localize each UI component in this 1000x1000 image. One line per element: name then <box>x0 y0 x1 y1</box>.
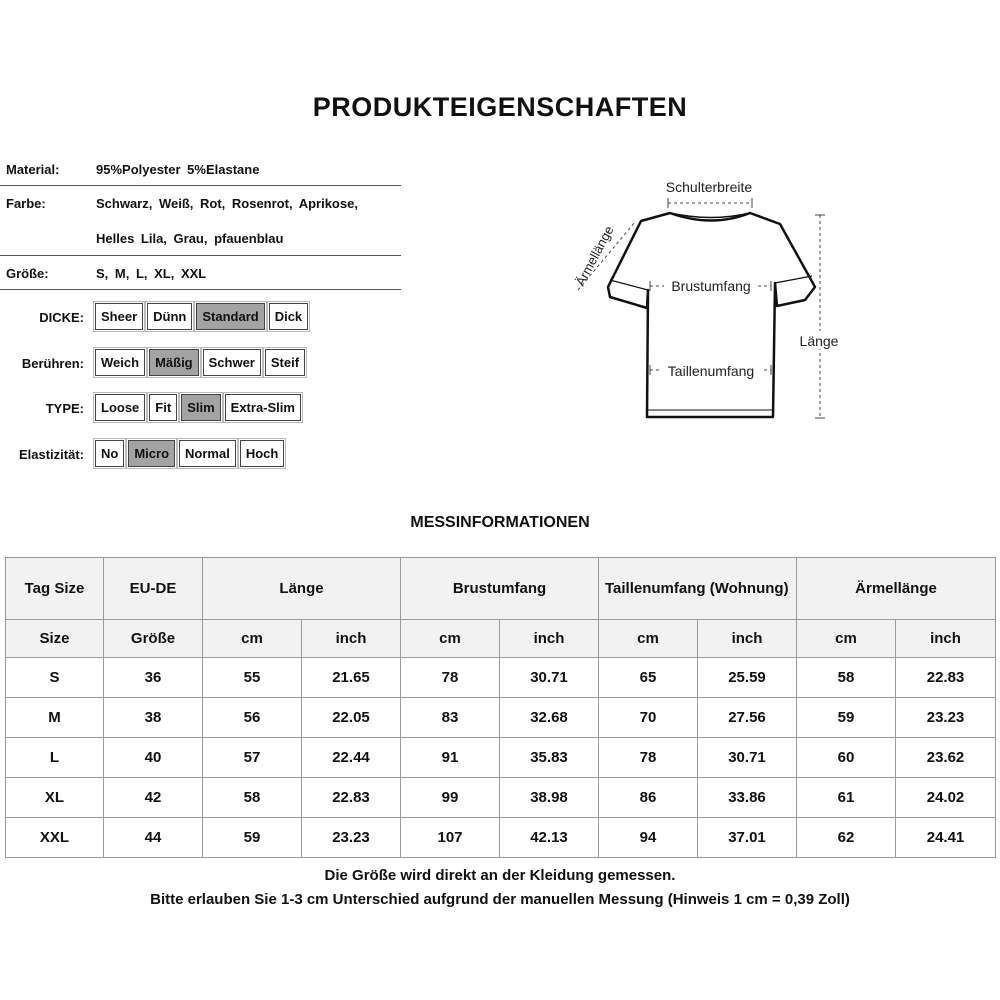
label-schulterbreite: Schulterbreite <box>665 179 753 195</box>
table-cell: 56 <box>203 698 302 738</box>
table-cell: 25.59 <box>698 658 797 698</box>
option-fit: Fit <box>149 394 177 421</box>
table-header-row <box>6 558 996 620</box>
subheader-inch: inch <box>302 620 401 658</box>
table-cell: XL <box>6 778 104 818</box>
groesse-label: Größe: <box>6 266 49 281</box>
subheader-inch: inch <box>698 620 797 658</box>
note-line-1: Die Größe wird direkt an der Kleidung gemessen. <box>324 867 676 884</box>
table-row <box>6 778 996 818</box>
type-options <box>94 394 301 421</box>
table-cell: 38 <box>104 698 203 738</box>
table-row <box>6 658 996 698</box>
option-schwer: Schwer <box>203 349 261 376</box>
table-cell: 21.65 <box>302 658 401 698</box>
tshirt-outline-icon <box>608 213 815 417</box>
table-row <box>6 738 996 778</box>
table-cell: 78 <box>401 658 500 698</box>
table-cell: 83 <box>401 698 500 738</box>
label-laenge: Länge <box>799 333 839 349</box>
table-cell: 23.23 <box>896 698 996 738</box>
table-cell: 94 <box>599 818 698 858</box>
table-cell: 38.98 <box>500 778 599 818</box>
material-value: 95%Polyester 5%Elastane <box>96 162 260 177</box>
label-aermellaenge: Ärmellänge <box>572 223 617 289</box>
option-hoch: Hoch <box>240 440 285 467</box>
header-tag-size: Tag Size <box>6 558 104 620</box>
table-cell: M <box>6 698 104 738</box>
table-cell: 58 <box>797 658 896 698</box>
table-cell: 107 <box>401 818 500 858</box>
header-eu-de: EU-DE <box>104 558 203 620</box>
type-label: TYPE: <box>45 401 84 416</box>
table-cell: 24.02 <box>896 778 996 818</box>
table-cell: 23.23 <box>302 818 401 858</box>
beruehren-options <box>94 349 305 376</box>
table-cell: 32.68 <box>500 698 599 738</box>
table-row <box>6 698 996 738</box>
elastizitaet-options <box>94 440 284 467</box>
divider <box>0 255 401 256</box>
size-table <box>5 557 996 858</box>
header-taillenumfang: Taillenumfang (Wohnung) <box>599 558 797 620</box>
table-cell: 58 <box>203 778 302 818</box>
header-brustumfang: Brustumfang <box>401 558 599 620</box>
tshirt-diagram <box>560 170 850 440</box>
divider <box>0 289 401 290</box>
subheader-cm: cm <box>599 620 698 658</box>
option-duenn: Dünn <box>147 303 192 330</box>
table-cell: 61 <box>797 778 896 818</box>
table-cell: 22.83 <box>302 778 401 818</box>
label-brustumfang: Brustumfang <box>671 278 751 294</box>
option-micro: Micro <box>128 440 175 467</box>
header-aermellaenge: Ärmellänge <box>797 558 996 620</box>
table-cell: 55 <box>203 658 302 698</box>
table-cell: 59 <box>797 698 896 738</box>
option-loose: Loose <box>95 394 145 421</box>
table-cell: S <box>6 658 104 698</box>
table-cell: 35.83 <box>500 738 599 778</box>
table-cell: 62 <box>797 818 896 858</box>
option-slim: Slim <box>181 394 220 421</box>
subheader-groesse: Größe <box>104 620 203 658</box>
label-taillenumfang: Taillenumfang <box>667 363 755 379</box>
table-cell: 91 <box>401 738 500 778</box>
option-extra-slim: Extra-Slim <box>225 394 301 421</box>
groesse-value: S, M, L, XL, XXL <box>96 266 207 281</box>
option-weich: Weich <box>95 349 145 376</box>
farbe-value-line2: Helles Lila, Grau, pfauenblau <box>96 231 284 246</box>
subheader-size: Size <box>6 620 104 658</box>
header-laenge: Länge <box>203 558 401 620</box>
subheader-cm: cm <box>401 620 500 658</box>
subheader-cm: cm <box>797 620 896 658</box>
option-normal: Normal <box>179 440 236 467</box>
table-cell: 42 <box>104 778 203 818</box>
table-cell: 70 <box>599 698 698 738</box>
table-cell: 78 <box>599 738 698 778</box>
note-line-2: Bitte erlauben Sie 1-3 cm Unterschied aufgrund der manuellen Messung (Hinweis 1 cm = 0,39 Zoll) <box>150 891 850 908</box>
subheader-cm: cm <box>203 620 302 658</box>
table-cell: 42.13 <box>500 818 599 858</box>
beruehren-label: Berühren: <box>21 356 84 371</box>
table-cell: 30.71 <box>698 738 797 778</box>
subheader-inch: inch <box>896 620 996 658</box>
table-cell: 27.56 <box>698 698 797 738</box>
divider <box>0 185 401 186</box>
measure-lines <box>578 203 820 418</box>
table-cell: 99 <box>401 778 500 818</box>
table-cell: 86 <box>599 778 698 818</box>
dicke-label: DICKE: <box>39 310 84 325</box>
table-cell: 24.41 <box>896 818 996 858</box>
option-dick: Dick <box>269 303 308 330</box>
table-cell: 44 <box>104 818 203 858</box>
table-cell: 65 <box>599 658 698 698</box>
table-subheader-row <box>6 620 996 658</box>
elastizitaet-label: Elastizität: <box>18 447 84 462</box>
table-cell: 59 <box>203 818 302 858</box>
table-cell: 37.01 <box>698 818 797 858</box>
table-cell: 30.71 <box>500 658 599 698</box>
subheader-inch: inch <box>500 620 599 658</box>
table-cell: 40 <box>104 738 203 778</box>
farbe-label: Farbe: <box>6 196 46 211</box>
table-cell: 36 <box>104 658 203 698</box>
table-row <box>6 818 996 858</box>
dicke-options <box>94 303 308 330</box>
option-steif: Steif <box>265 349 305 376</box>
table-cell: 22.05 <box>302 698 401 738</box>
measure-title: MESSINFORMATIONEN <box>410 514 590 531</box>
table-cell: XXL <box>6 818 104 858</box>
farbe-value-line1: Schwarz, Weiß, Rot, Rosenrot, Aprikose, <box>96 196 358 211</box>
material-label: Material: <box>6 162 60 177</box>
table-cell: 22.44 <box>302 738 401 778</box>
page-title: PRODUKTEIGENSCHAFTEN <box>312 92 688 122</box>
table-cell: L <box>6 738 104 778</box>
option-sheer: Sheer <box>95 303 143 330</box>
table-cell: 57 <box>203 738 302 778</box>
option-maessig: Mäßig <box>149 349 199 376</box>
table-cell: 23.62 <box>896 738 996 778</box>
option-no: No <box>95 440 124 467</box>
table-cell: 60 <box>797 738 896 778</box>
table-cell: 22.83 <box>896 658 996 698</box>
table-cell: 33.86 <box>698 778 797 818</box>
option-standard: Standard <box>196 303 264 330</box>
